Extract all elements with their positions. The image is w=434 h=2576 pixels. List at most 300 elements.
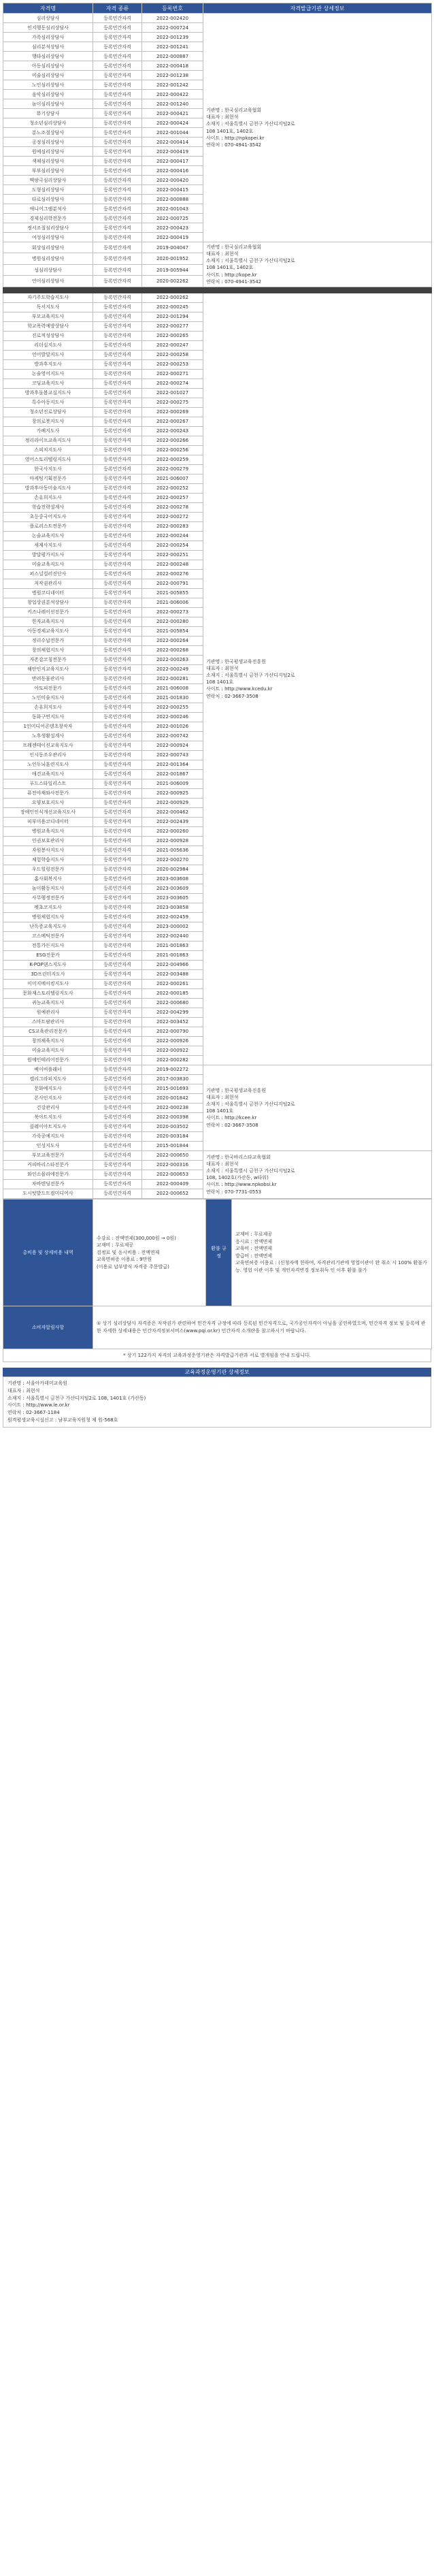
- section-divider-cell: [3, 287, 432, 293]
- qualification-name: 분노조절상담사: [3, 128, 93, 138]
- registration-number: 2022-000256: [142, 445, 203, 455]
- operator-line: 사이트 : http://www.le.or.kr: [7, 1402, 70, 1408]
- agency-line: 연락처 : 02-3667-3508: [206, 693, 258, 699]
- qualification-type: 등록민간자격: [93, 426, 142, 436]
- qualification-type: 등록민간자격: [93, 1179, 142, 1189]
- qualification-name: 펫초코지도사: [3, 903, 93, 912]
- agency-line: 108 1401호, 1402호: [206, 128, 254, 134]
- qualification-type: 등록민간자격: [93, 769, 142, 779]
- registration-number: 2022-002459: [142, 912, 203, 922]
- qualification-type: 등록민간자격: [93, 1017, 142, 1027]
- qualification-name: 퍼스널컬러진단사: [3, 569, 93, 579]
- qualification-name: 도시텃밭드트컴미디어사: [3, 1189, 93, 1198]
- registration-number: 2022-004299: [142, 1008, 203, 1017]
- qualification-name: 도형심리상담사: [3, 185, 93, 195]
- page: [3, 3, 431, 1428]
- registration-number: 2022-000260: [142, 826, 203, 836]
- footnote: * 상기 122가지 자격의 교육과정운영기관은 자격발급기관과 서로 별개임을 안내 드립니다.: [3, 1349, 431, 1362]
- registration-number: 2022-000251: [142, 550, 203, 560]
- registration-number: 2019-002272: [142, 1065, 203, 1074]
- qualification-type: 등록민간자격: [93, 1093, 142, 1103]
- qualification-type: 등록민간자격: [93, 33, 142, 42]
- agency-line: 연락처 : 070-7731-0553: [206, 1189, 262, 1195]
- registration-number: 2022-000261: [142, 979, 203, 988]
- registration-number: 2021-005636: [142, 846, 203, 855]
- qualification-name: 리더십지도사: [3, 340, 93, 350]
- registration-number: 2021-006006: [142, 598, 203, 607]
- qualification-type: 등록민간자격: [93, 703, 142, 712]
- registration-number: 2022-000271: [142, 369, 203, 379]
- qualification-name: 인성지도사: [3, 1141, 93, 1150]
- agency-line: 연락처 : 070-4941-3542: [206, 278, 262, 285]
- registration-number: 2022-001241: [142, 42, 203, 52]
- qualification-name: 자존감코칭전문가: [3, 655, 93, 664]
- agency-line: 사이트 : http://kope.kr: [206, 272, 257, 278]
- qualification-type: 등록민간자격: [93, 817, 142, 826]
- qualification-name: 부부심리상담사: [3, 166, 93, 176]
- qualification-name: 와인소믈리에전문가: [3, 1170, 93, 1179]
- registration-number: 2022-001027: [142, 388, 203, 398]
- qualification-name: 스피치지도사: [3, 445, 93, 455]
- qualification-name: 초등중국어지도사: [3, 512, 93, 521]
- registration-number: 2022-000928: [142, 836, 203, 846]
- qualification-type: 등록민간자격: [93, 541, 142, 550]
- qualification-name: 병원교육지도사: [3, 826, 93, 836]
- registration-number: 2022-000268: [142, 645, 203, 655]
- qualification-type: 등록민간자격: [93, 826, 142, 836]
- registration-number: 2023-003858: [142, 903, 203, 912]
- refund-item: 교재비 : 무료제공: [235, 1231, 273, 1238]
- notice-text: ① 상기 심리상담사 자격증은 저작권가 관련하여 민간자격 규정에 따라 등록된 민간자격으로, 국가공인자격이 아님을 공인하였으며, 민간자격 정보 및 등록에 관한 자세한 상세내용은 민간자격정보서비스(www.pqi.or.kr) 민간자격 소개란을 참고하시기 바랍니다.: [93, 1306, 432, 1349]
- qualification-table: [3, 3, 432, 1199]
- qualification-type: 등록민간자격: [93, 276, 142, 287]
- qualification-name: 베이비플래너: [3, 1065, 93, 1074]
- qualification-name: 건강관리사: [3, 1103, 93, 1112]
- qualification-name: 가베지도사: [3, 426, 93, 436]
- qualification-type: 등록민간자격: [93, 242, 142, 253]
- registration-number: 2021-005854: [142, 626, 203, 636]
- qualification-type: 등록민간자격: [93, 1150, 142, 1160]
- qualification-name: 창업상권분석상담사: [3, 598, 93, 607]
- registration-number: 2022-000278: [142, 502, 203, 512]
- qualification-type: 등록민간자격: [93, 712, 142, 722]
- qualification-name: 반려동물관리사: [3, 674, 93, 683]
- registration-number: 2022-000270: [142, 855, 203, 865]
- qualification-name: 노인두뇌훈련지도사: [3, 760, 93, 769]
- qualification-type: 등록민간자격: [93, 855, 142, 865]
- qualification-type: 등록민간자격: [93, 960, 142, 969]
- registration-number: 2022-000265: [142, 331, 203, 340]
- qualification-type: 등록민간자격: [93, 1112, 142, 1122]
- qualification-type: 등록민간자격: [93, 359, 142, 369]
- fee-item: 검정료 및 응시비용 : 전액면제: [97, 1249, 160, 1255]
- registration-number: 2022-000276: [142, 569, 203, 579]
- registration-number: 2023-003608: [142, 874, 203, 884]
- qualification-type: 등록민간자격: [93, 979, 142, 988]
- qualification-name: 코스메틱전문가: [3, 931, 93, 941]
- header-agency: 자격발급기관 상세정보: [203, 3, 432, 14]
- qualification-name: ESG전문가: [3, 950, 93, 960]
- qualification-type: 등록민간자격: [93, 941, 142, 950]
- registration-number: 2022-003452: [142, 1017, 203, 1027]
- qualification-type: 등록민간자격: [93, 1027, 142, 1036]
- qualification-type: 등록민간자격: [93, 147, 142, 157]
- qualification-name: 세계사지도사: [3, 541, 93, 550]
- fee-table: [3, 1199, 432, 1349]
- qualification-type: 등록민간자격: [93, 903, 142, 912]
- qualification-type: 등록민간자격: [93, 445, 142, 455]
- registration-number: 2021-001830: [142, 693, 203, 703]
- operator-line: 소재지 : 서울특별시 금천구 가산디지털2로 108, 1401호 (가산동): [7, 1395, 146, 1401]
- qualification-name: 미술교육지도사: [3, 1046, 93, 1055]
- registration-number: 2022-000246: [142, 712, 203, 722]
- registration-number: 2022-000274: [142, 379, 203, 388]
- qualification-type: 등록민간자격: [93, 731, 142, 741]
- qualification-name: 정리수납전문가: [3, 636, 93, 645]
- registration-number: 2022-000423: [142, 223, 203, 233]
- registration-number: 2022-001364: [142, 760, 203, 769]
- qualification-name: 공정심리상담사: [3, 138, 93, 147]
- qualification-type: 등록민간자격: [93, 302, 142, 312]
- agency-line: 대표자 : 최현석: [206, 114, 239, 120]
- registration-number: 2020-002262: [142, 276, 203, 287]
- agency-line: 연락처 : 02-3667-3508: [206, 1122, 258, 1128]
- registration-number: 2022-000925: [142, 788, 203, 798]
- qualification-name: 피부미용코디네이터: [3, 817, 93, 826]
- qualification-type: 등록민간자격: [93, 998, 142, 1008]
- agency-details: [203, 1150, 432, 1198]
- qualification-type: 등록민간자격: [93, 1008, 142, 1017]
- agency-details: [203, 1065, 432, 1150]
- qualification-type: 등록민간자격: [93, 388, 142, 398]
- agency-line: 소재지 : 서울특별시 금천구 가산디지털2로: [206, 1168, 295, 1174]
- registration-number: 2020-003184: [142, 1131, 203, 1141]
- fee-item: 교육면허증 이용료 : 9만원: [97, 1257, 152, 1263]
- qualification-type: 등록민간자격: [93, 61, 142, 71]
- qualification-type: 등록민간자격: [93, 579, 142, 588]
- agency-line: 사이트 : http://npkopei.kr: [206, 135, 265, 141]
- qualification-type: 등록민간자격: [93, 455, 142, 464]
- qualification-name: 문화재스토리텔링지도사: [3, 988, 93, 998]
- qualification-name: 마케팅기획전문가: [3, 474, 93, 483]
- qualification-type: 등록민간자격: [93, 922, 142, 931]
- qualification-type: 등록민간자격: [93, 865, 142, 874]
- qualification-name: 해탄인지교육지도사: [3, 664, 93, 674]
- registration-number: 2022-001044: [142, 128, 203, 138]
- qualification-name: 아동심리상담사: [3, 61, 93, 71]
- qualification-name: 방과후지도사: [3, 359, 93, 369]
- operator-title: 교육과정운영기관 상세정보: [3, 1368, 431, 1376]
- qualification-type: 등록민간자격: [93, 474, 142, 483]
- registration-number: 2022-000926: [142, 1036, 203, 1046]
- qualification-name: 플로리스트전문가: [3, 521, 93, 531]
- qualification-type: 등록민간자격: [93, 331, 142, 340]
- qualification-type: 등록민간자격: [93, 340, 142, 350]
- qualification-type: 등록민간자격: [93, 588, 142, 598]
- qualification-type: 등록민간자격: [93, 350, 142, 359]
- qualification-type: 등록민간자격: [93, 1170, 142, 1179]
- qualification-name: 청소년심리상담사: [3, 118, 93, 128]
- registration-number: 2022-000922: [142, 1046, 203, 1055]
- refund-item: 발급비 : 전액면제: [235, 1253, 273, 1259]
- qualification-type: 등록민간자격: [93, 71, 142, 80]
- qualification-name: 홈사회복지사: [3, 874, 93, 884]
- qualification-name: 음악심리상담사: [3, 90, 93, 99]
- qualification-name: 푸드스타일리스트: [3, 779, 93, 788]
- agency-details: [203, 293, 432, 1065]
- registration-number: 2022-000282: [142, 1055, 203, 1065]
- registration-number: 2022-000680: [142, 998, 203, 1008]
- qualification-type: 등록민간자격: [93, 1122, 142, 1131]
- qualification-name: 방과후돌봄교실지도사: [3, 388, 93, 398]
- qualification-name: 병원심리상담사: [3, 253, 93, 264]
- qualification-name: 가죽공예지도사: [3, 1131, 93, 1141]
- agency-line: 소재지 : 서울특별시 금천구 가산디지털2로: [206, 121, 295, 127]
- registration-number: 2017-003830: [142, 1074, 203, 1084]
- qualification-name: 이미지메이킹지도사: [3, 979, 93, 988]
- qualification-name: 창의체육지도사: [3, 1036, 93, 1046]
- qualification-type: 등록민간자격: [93, 233, 142, 242]
- registration-number: 2022-000653: [142, 1170, 203, 1179]
- registration-number: 2022-000257: [142, 493, 203, 502]
- registration-number: 2023-000002: [142, 922, 203, 931]
- qualification-type: 등록민간자격: [93, 1189, 142, 1198]
- registration-number: 2022-000419: [142, 147, 203, 157]
- table-row: [3, 1065, 432, 1074]
- qualification-name: 커피바리스타전문가: [3, 1160, 93, 1170]
- qualification-name: 아동경제교육지도사: [3, 626, 93, 636]
- qualification-type: 등록민간자격: [93, 223, 142, 233]
- agency-details: [203, 14, 432, 242]
- registration-number: 2022-002439: [142, 817, 203, 826]
- registration-number: 2022-000283: [142, 521, 203, 531]
- qualification-name: 문화예지도사: [3, 1084, 93, 1093]
- qualification-name: 노후생활설계사: [3, 731, 93, 741]
- qualification-name: 인시동조우관리사: [3, 750, 93, 760]
- qualification-type: 등록민간자격: [93, 1036, 142, 1046]
- registration-number: 2022-000418: [142, 61, 203, 71]
- qualification-type: 등록민간자격: [93, 157, 142, 166]
- qualification-type: 등록민간자격: [93, 512, 142, 521]
- agency-line: 대표자 : 최현석: [206, 1161, 239, 1168]
- qualification-name: 키즈나레이션전문가: [3, 607, 93, 617]
- registration-number: 2022-000791: [142, 579, 203, 588]
- qualification-name: 원예심리상담사: [3, 147, 93, 157]
- qualification-type: 등록민간자격: [93, 521, 142, 531]
- qualification-type: 등록민간자격: [93, 1131, 142, 1141]
- qualification-name: 손유희지도사: [3, 703, 93, 712]
- qualification-type: 등록민간자격: [93, 1160, 142, 1170]
- qualification-name: 스마트팜관리사: [3, 1017, 93, 1027]
- qualification-type: 등록민간자격: [93, 436, 142, 445]
- header-type: 자격 종류: [93, 3, 142, 14]
- qualification-type: 등록민간자격: [93, 607, 142, 617]
- qualification-type: 등록민간자격: [93, 645, 142, 655]
- operator-line: 기관명 : 서울아카데미교육원: [7, 1380, 67, 1386]
- qualification-name: 독서지도사: [3, 302, 93, 312]
- qualification-type: 등록민간자격: [93, 1103, 142, 1112]
- fee-item: (이용료 납부방식 자격증 주문발급): [97, 1263, 169, 1270]
- agency-line: 소재지 : 서울특별시 금천구 가산디지털2로: [206, 1101, 295, 1108]
- agency-line: 기관명 : 한국평생교육진흥원: [206, 1087, 266, 1093]
- qualification-type: 등록민간자격: [93, 321, 142, 331]
- agency-line: 기관명 : 한국평생교육진흥원: [206, 658, 266, 664]
- qualification-type: 등록민간자격: [93, 1141, 142, 1150]
- qualification-name: 진로적성상담사: [3, 331, 93, 340]
- registration-number: 2022-000277: [142, 321, 203, 331]
- registration-number: 2022-000243: [142, 426, 203, 436]
- qualification-name: 체험학습지도사: [3, 855, 93, 865]
- qualification-type: 등록민간자격: [93, 42, 142, 52]
- table-row: [3, 242, 432, 253]
- registration-number: 2022-000249: [142, 664, 203, 674]
- table-row: [3, 1150, 432, 1160]
- registration-number: 2022-000421: [142, 109, 203, 118]
- qualification-type: 등록민간자격: [93, 550, 142, 560]
- qualification-name: 언어심리상담사: [3, 276, 93, 287]
- registration-number: 2022-000253: [142, 359, 203, 369]
- registration-number: 2022-000409: [142, 1179, 203, 1189]
- registration-number: 2022-000398: [142, 1112, 203, 1122]
- registration-number: 2015-001693: [142, 1084, 203, 1093]
- qualification-name: 노인미술지도사: [3, 693, 93, 703]
- agency-line: 대표자 : 최현석: [206, 666, 239, 672]
- qualification-type: 등록민간자격: [93, 788, 142, 798]
- qualification-type: 등록민간자격: [93, 417, 142, 426]
- qualification-type: 등록민간자격: [93, 617, 142, 626]
- registration-number: 2022-000888: [142, 195, 203, 204]
- registration-number: 2022-000422: [142, 90, 203, 99]
- qualification-name: 원예관리사: [3, 1008, 93, 1017]
- registration-number: 2022-000185: [142, 988, 203, 998]
- qualification-type: 등록민간자격: [93, 760, 142, 769]
- qualification-type: 등록민간자격: [93, 493, 142, 502]
- qualification-type: 등록민간자격: [93, 683, 142, 693]
- qualification-type: 등록민간자격: [93, 90, 142, 99]
- qualification-name: CS교육관리전문가: [3, 1027, 93, 1036]
- qualification-type: 등록민간자격: [93, 118, 142, 128]
- qualification-type: 등록민간자격: [93, 407, 142, 417]
- qualification-type: 등록민간자격: [93, 264, 142, 275]
- qualification-name: 영어스토리텔링지도사: [3, 455, 93, 464]
- registration-number: 2021-001863: [142, 950, 203, 960]
- qualification-type: 등록민간자격: [93, 502, 142, 512]
- registration-number: 2022-000273: [142, 607, 203, 617]
- qualification-type: 등록민간자격: [93, 693, 142, 703]
- refund-item: 교육비 : 전액면제: [235, 1246, 273, 1252]
- registration-number: 2022-002420: [142, 14, 203, 23]
- qualification-type: 등록민간자격: [93, 931, 142, 941]
- qualification-name: 아토피전문가: [3, 683, 93, 693]
- qualification-type: 등록민간자격: [93, 912, 142, 922]
- qualification-type: 등록민간자격: [93, 214, 142, 223]
- qualification-name: 코딩교육지도사: [3, 379, 93, 388]
- qualification-type: 등록민간자격: [93, 253, 142, 264]
- agency-line: 기관명 : 한국심리교육협회: [206, 244, 262, 250]
- qualification-type: 등록민간자격: [93, 779, 142, 788]
- registration-number: 2022-002440: [142, 931, 203, 941]
- registration-number: 2019-004047: [142, 242, 203, 253]
- qualification-name: 동화구연지도사: [3, 712, 93, 722]
- qualification-name: 특수아동지도사: [3, 398, 93, 407]
- registration-number: 2022-000280: [142, 617, 203, 626]
- qualification-name: 부모교육지도사: [3, 312, 93, 321]
- registration-number: 2022-000415: [142, 185, 203, 195]
- qualification-name: 한국사지도사: [3, 464, 93, 474]
- qualification-type: 등록민간자격: [93, 560, 142, 569]
- registration-number: 2022-000924: [142, 741, 203, 750]
- qualification-name: 놀이심리상담사: [3, 99, 93, 109]
- qualification-name: 논술교육지도사: [3, 531, 93, 541]
- registration-number: 2022-000279: [142, 464, 203, 474]
- qualification-type: 등록민간자격: [93, 293, 142, 302]
- qualification-name: 색채심리상담사: [3, 157, 93, 166]
- refund-item: 응시료 : 전액면제: [235, 1238, 273, 1244]
- registration-number: 2022-001294: [142, 312, 203, 321]
- agency-details: [203, 242, 432, 287]
- registration-number: 2022-001238: [142, 71, 203, 80]
- table-row: [3, 14, 432, 23]
- registration-number: 2022-001043: [142, 204, 203, 214]
- registration-number: 2022-000790: [142, 1027, 203, 1036]
- registration-number: 2022-000255: [142, 703, 203, 712]
- qualification-type: 등록민간자격: [93, 1065, 142, 1074]
- registration-number: 2022-000238: [142, 1103, 203, 1112]
- operator-info: [3, 1376, 431, 1428]
- qualification-name: 원예인테리어전문가: [3, 1055, 93, 1065]
- qualification-type: 등록민간자격: [93, 14, 142, 23]
- qualification-name: 뮤기상담사: [3, 109, 93, 118]
- qualification-name: 맥팡극심리상담사: [3, 176, 93, 185]
- qualification-type: 등록민간자격: [93, 185, 142, 195]
- qualification-type: 등록민간자격: [93, 99, 142, 109]
- registration-number: 2022-000652: [142, 1189, 203, 1198]
- qualification-name: 자원봉사지도사: [3, 846, 93, 855]
- registration-number: 2022-000316: [142, 1160, 203, 1170]
- qualification-name: 심리상담사: [3, 14, 93, 23]
- registration-number: 2022-000887: [142, 52, 203, 61]
- qualification-type: 등록민간자격: [93, 1084, 142, 1093]
- qualification-name: 퓨전야채와사전문가: [3, 788, 93, 798]
- qualification-type: 등록민간자격: [93, 598, 142, 607]
- registration-number: 2022-000258: [142, 350, 203, 359]
- qualification-type: 등록민간자격: [93, 950, 142, 960]
- registration-number: 2023-003609: [142, 884, 203, 893]
- qualification-type: 등록민간자격: [93, 664, 142, 674]
- operator-line: 대표자 : 최현석: [7, 1387, 40, 1394]
- agency-line: 사이트 : http://kcee.kr: [206, 1115, 257, 1121]
- registration-number: 2020-003502: [142, 1122, 203, 1131]
- registration-number: 2022-000264: [142, 636, 203, 645]
- registration-number: 2023-003605: [142, 893, 203, 903]
- qualification-name: 미술교육지도사: [3, 560, 93, 569]
- registration-number: 2022-001240: [142, 99, 203, 109]
- qualification-type: 등록민간자격: [93, 464, 142, 474]
- qualification-type: 등록민간자격: [93, 750, 142, 760]
- registration-number: 2022-000462: [142, 807, 203, 817]
- registration-number: 2022-000259: [142, 455, 203, 464]
- qualification-name: 병원체험지도사: [3, 912, 93, 922]
- agency-line: 소재지 : 서울특별시 금천구 가산디지털2로: [206, 258, 295, 264]
- registration-number: 2022-000275: [142, 398, 203, 407]
- registration-number: 2022-000424: [142, 118, 203, 128]
- qualification-name: 병원코디네이터: [3, 588, 93, 598]
- qualification-name: 노인심리상담사: [3, 80, 93, 90]
- qualification-name: 장애인인식개선교육지도사: [3, 807, 93, 817]
- qualification-type: 등록민간자격: [93, 655, 142, 664]
- qualification-name: 학습전략설계사: [3, 502, 93, 512]
- qualification-type: 등록민간자격: [93, 1055, 142, 1065]
